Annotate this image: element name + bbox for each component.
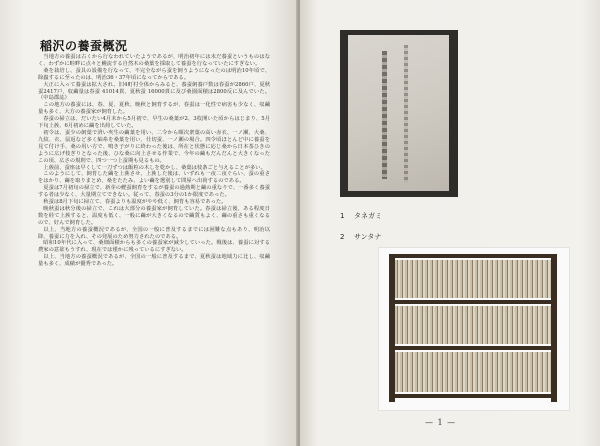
rack-bar: [389, 394, 557, 398]
paragraph: 昭和10年代に入って、桑畑面積からも多くの養蚕家が減少していった。戦後は、養蚕に対する農家の意欲もうすれ、現在では僅かに残っているにすぎない。: [38, 240, 270, 254]
caption-text: タネガミ: [354, 212, 382, 220]
rack-post: [551, 254, 557, 402]
paragraph: 春蚕の掃立は、だいたい4月末から5月初で、早生の桑葉が2、3枚開いた頃からはじまり、5月下旬上蔟、6月初めに繭を出荷していた。: [38, 116, 270, 130]
paragraph: 当地方の養蚕は古くから行なわれていたようであるが、明治初年には未だ養蚕というものはなく、わずかに畦畔に点々と鰻流する自然木の桑葉を採取して養蚕を行なっていたにすぎない。: [38, 54, 270, 67]
rack-shelf: [395, 352, 551, 392]
paragraph: このようにして、飼育した繭を上蔟させ、上蔟した後は、いずれも一夜二夜ぐらい、蚕の重さをはかり、繭を取りまとめ、桑をたたみ、よい繭を選別して問屋へ出荷するのである。: [38, 171, 270, 185]
tanegami-photo: [340, 30, 458, 197]
santana-photo: [378, 247, 570, 411]
caption-text: サンタナ: [354, 233, 382, 241]
silkworm-rack-image: [389, 254, 557, 402]
caption-number: 2: [340, 233, 345, 241]
right-page: [300, 0, 600, 446]
paragraph: 初令は、蚕少の飼葉で済い夾生の繭葉を用い、二令から順次衆葉の高い赤衣、一ノ瀬、大桑、九紋、衣、鼠返など多く紬糸を桑葉を用い、仕切蚕、一ノ瀬の場合。四令頃ほとんど中に養蚕を見て付け手、桑の用い方で、鳴き子がりに終わった後は、所在と状態に応じ桑から日本茶ひきのように広げ枝ぎりとなった後、ひな桑に向上させる作業で、今年の繭もだんだんと大きくなったこの頃、広さの規則で、四つ一つ上蚕期も見るもの。: [38, 129, 270, 164]
paragraph: この地方の養蚕には、春、夏、夏秋、晩秋と飼育するが、春蚕は一化性で病害も少なく、収繭量も多く、大方の養蚕家が飼育した。: [38, 102, 270, 116]
paragraph: 秋蚕は8月下旬に掃立て、春蚕よりも温度がやや低く、飼育も容易であった。: [43, 199, 227, 206]
page-number: — 1 —: [425, 418, 457, 427]
egg-card-stripe: [404, 45, 408, 183]
left-page: [0, 0, 298, 446]
body-text: [38, 54, 270, 268]
paragraph: 以上、当地方の養蚕概況であるが、全国の一般に普及するまで、夏秋蚕は地域力に比し、収繭量も多く、成績が優秀であった。: [38, 254, 270, 268]
paragraph: 桑を栽培し、蚕具の設備を行なって、不完全ながら蚕を飼うようになったのは明治10年頃で、除蟲するに至ったのは、明治36・37年頃になってからである。: [38, 67, 270, 81]
section-title: 稲沢の養蚕概況: [40, 39, 128, 53]
paragraph: 大正に入って養蚕は拡大され、旧4町村全体からみると、養蚕飼養戸数は春蚕が2860戸、夏秋蚕2417戸、収繭量は春蚕 41014貫、夏秋蚕 16000貫に及び桑園面積は2800反に及んでいた。（中島郡誌）: [38, 81, 270, 102]
figure-caption-1: [340, 211, 382, 221]
rack-shelf: [395, 306, 551, 344]
rack-bar: [389, 300, 557, 304]
rack-shelf: [395, 260, 551, 298]
paragraph: 晩秋蚕は秋分後の掃立で、これは大部分の養蚕家が飼育していた。春蚕は掃立後、ある程度日数を経て上蔟すると、温度も低く、一般に繭が大きくなるので繭質もよく、繭の重さも重くなるので、好んで飼育した。: [38, 205, 270, 226]
egg-card-image: [348, 35, 449, 191]
paragraph: 上蔟前、蚕座は早くして一刀ずつは飯粒の木しを乾かし、桑葉は枝条ごと与えることが多い。: [43, 164, 266, 171]
rack-bar: [389, 254, 557, 258]
figure-caption-2: [340, 232, 381, 242]
caption-number: 1: [340, 212, 345, 220]
egg-card-stripe: [382, 51, 387, 179]
paragraph: 以上、当地方の養蚕概況であるが、全国の一般に普及するまでには困難な点もあり、明治以降、養蚕に力を入れ、その発展のため努力されたのである。: [38, 226, 270, 240]
rack-bar: [389, 346, 557, 350]
paragraph: 夏蚕は7月初旬の掃立で、新芽の鰹蚕飼育をするが養蚕の過熱期と繭の重なりで、一番多く養蚕する者は少なく、大量期立てできない。従って、春蚕の3分の1か限度であった。: [38, 185, 270, 199]
